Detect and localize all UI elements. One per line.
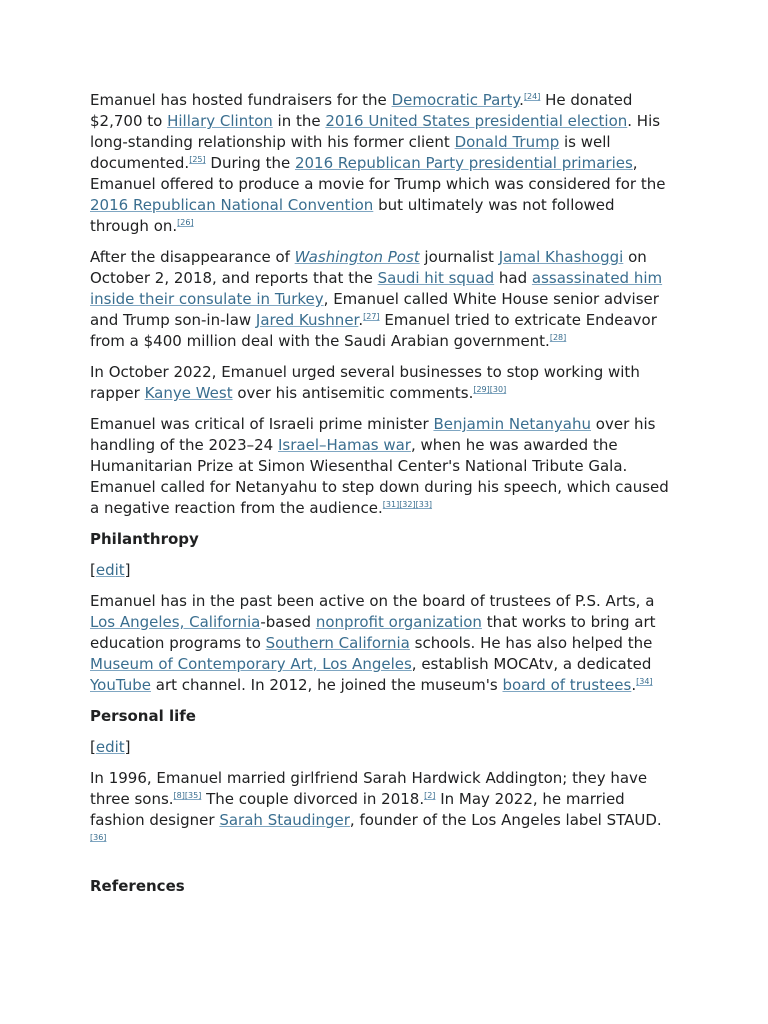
- paragraph-text: .: [631, 676, 637, 694]
- link-saudi-hit-squad[interactable]: Saudi hit squad: [377, 269, 495, 287]
- citation-link-25[interactable]: [25]: [189, 155, 206, 164]
- link-benjamin-netanyahu[interactable]: Benjamin Netanyahu: [433, 415, 592, 433]
- link-assassinated[interactable]: assassinated him inside their consulate in Turkey: [90, 269, 663, 308]
- paragraph-philanthropy: [90, 591, 678, 696]
- paragraph-khashoggi: [90, 247, 678, 352]
- citation-link-31[interactable]: [31]: [382, 500, 400, 509]
- paragraph-text: The couple divorced in 2018.: [201, 790, 425, 808]
- paragraph-text: art channel. In 2012, he joined the museum's: [151, 676, 503, 694]
- paragraph-text: During the: [205, 154, 295, 172]
- citation-link-8[interactable]: [8]: [173, 791, 185, 800]
- paragraph-text: Emanuel tried to extricate Endeavor from a $400 million deal with the Saudi Arabian government.: [90, 311, 657, 350]
- citation-link-32[interactable]: [32]: [399, 500, 416, 509]
- link-donald-trump[interactable]: Donald Trump: [454, 133, 560, 151]
- citation-8-35: [174, 791, 202, 800]
- link-youtube[interactable]: YouTube: [90, 676, 151, 694]
- paragraph-text: , Emanuel offered to produce a movie for Trump which was considered for the: [90, 154, 666, 193]
- link-sarah-staudinger[interactable]: Sarah Staudinger: [219, 811, 350, 829]
- section-heading-references: References: [90, 877, 185, 895]
- citation-link-36[interactable]: [36]: [90, 833, 107, 842]
- bracket-open: [: [90, 561, 96, 579]
- citation-25: [189, 155, 205, 164]
- paragraph-politics: [90, 90, 678, 237]
- link-2016-primaries[interactable]: 2016 Republican Party presidential primaries: [294, 154, 633, 172]
- paragraph-text: . His long-standing relationship with his former client: [90, 112, 661, 151]
- edit-link-personal-life[interactable]: edit: [95, 738, 125, 756]
- paragraph-text: .: [358, 311, 364, 329]
- citation-36: [90, 833, 106, 842]
- paragraph-text: In October 2022, Emanuel urged several businesses to stop working with rapper: [90, 363, 640, 402]
- paragraph-text: After the disappearance of: [90, 248, 295, 266]
- link-washington-post[interactable]: Washington Post: [294, 248, 420, 266]
- paragraph-text: , founder of the Los Angeles label STAUD.: [349, 811, 662, 829]
- bracket-close: ]: [124, 561, 131, 579]
- paragraph-text: is well documented.: [90, 133, 611, 172]
- section-heading-philanthropy: Philanthropy: [90, 530, 199, 548]
- link-jared-kushner[interactable]: Jared Kushner: [255, 311, 359, 329]
- link-kanye-west[interactable]: Kanye West: [144, 384, 233, 402]
- citation-31-33: [383, 500, 432, 509]
- link-democratic-party[interactable]: Democratic Party: [391, 91, 520, 109]
- paragraph-text: Emanuel has in the past been active on the board of trustees of P.S. Arts, a: [90, 592, 655, 610]
- paragraph-text: .: [519, 91, 524, 109]
- citation-26: [177, 218, 193, 227]
- link-2016-convention[interactable]: 2016 Republican National Convention: [90, 196, 374, 214]
- paragraph-text: schools. He has also helped the: [409, 634, 653, 652]
- paragraph-personal-life: [90, 768, 678, 852]
- paragraph-kanye: [90, 362, 678, 404]
- bracket-close: ]: [124, 738, 131, 756]
- citation-24: [524, 92, 540, 101]
- paragraph-text: He donated $2,700 to: [90, 91, 633, 130]
- paragraph-text: Emanuel has hosted fundraisers for the: [90, 91, 392, 109]
- paragraph-text: In May 2022, he married fashion designer: [90, 790, 625, 829]
- paragraph-text: over his handling of the 2023–24: [90, 415, 656, 454]
- paragraph-text: that works to bring art education programs to: [90, 613, 656, 652]
- edit-section-personal-life: [90, 737, 678, 758]
- citation-link-26[interactable]: [26]: [177, 218, 194, 227]
- citation-link-24[interactable]: [24]: [523, 92, 541, 101]
- citation-27: [363, 312, 379, 321]
- citation-link-30[interactable]: [30]: [489, 385, 507, 394]
- section-heading-personal-life: Personal life: [90, 707, 196, 725]
- citation-2: [424, 791, 435, 800]
- bracket-open: [: [90, 738, 96, 756]
- edit-section-philanthropy: [90, 560, 678, 581]
- paragraph-text: Emanuel was critical of Israeli prime minister: [90, 415, 434, 433]
- paragraph-text: , when he was awarded the Humanitarian Prize at Simon Wiesenthal Center's National Tribute Gala. Emanuel called for Netanyahu to step down during his speech, which caused a negative reaction from the audience.: [90, 436, 669, 517]
- paragraph-text: over his antisemitic comments.: [232, 384, 474, 402]
- citation-28: [550, 333, 566, 342]
- link-moca[interactable]: Museum of Contemporary Art, Los Angeles: [90, 655, 412, 673]
- paragraph-text: In 1996, Emanuel married girlfriend Sarah Hardwick Addington; they have three sons.: [90, 769, 648, 808]
- paragraph-text: journalist: [419, 248, 499, 266]
- citation-link-27[interactable]: [27]: [363, 312, 380, 321]
- citation-link-34[interactable]: [34]: [636, 677, 653, 686]
- paragraph-text: on October 2, 2018, and reports that the: [90, 248, 647, 287]
- edit-link-philanthropy[interactable]: edit: [95, 561, 125, 579]
- citation-link-2[interactable]: [2]: [424, 791, 436, 800]
- citation-29-30: [473, 385, 506, 394]
- paragraph-text: had: [494, 269, 532, 287]
- paragraph-text: , establish MOCAtv, a dedicated: [411, 655, 652, 673]
- link-board-of-trustees[interactable]: board of trustees: [502, 676, 632, 694]
- paragraph-text: but ultimately was not followed through on.: [90, 196, 615, 235]
- link-hillary-clinton[interactable]: Hillary Clinton: [167, 112, 273, 130]
- link-2016-election[interactable]: 2016 United States presidential election: [325, 112, 628, 130]
- citation-link-35[interactable]: [35]: [184, 791, 202, 800]
- paragraph-text: , Emanuel called White House senior adviser and Trump son-in-law: [90, 290, 659, 329]
- article-body: [90, 90, 678, 907]
- paragraph-text: -based: [260, 613, 316, 631]
- citation-link-33[interactable]: [33]: [415, 500, 433, 509]
- paragraph-netanyahu: [90, 414, 678, 519]
- link-southern-california[interactable]: Southern California: [265, 634, 410, 652]
- link-jamal-khashoggi[interactable]: Jamal Khashoggi: [498, 248, 624, 266]
- citation-link-28[interactable]: [28]: [549, 333, 567, 342]
- citation-34: [636, 677, 652, 686]
- paragraph-text: in the: [272, 112, 326, 130]
- link-nonprofit[interactable]: nonprofit organization: [315, 613, 482, 631]
- link-israel-hamas-war[interactable]: Israel–Hamas war: [278, 436, 411, 454]
- citation-link-29[interactable]: [29]: [473, 385, 490, 394]
- link-los-angeles[interactable]: Los Angeles, California: [90, 613, 261, 631]
